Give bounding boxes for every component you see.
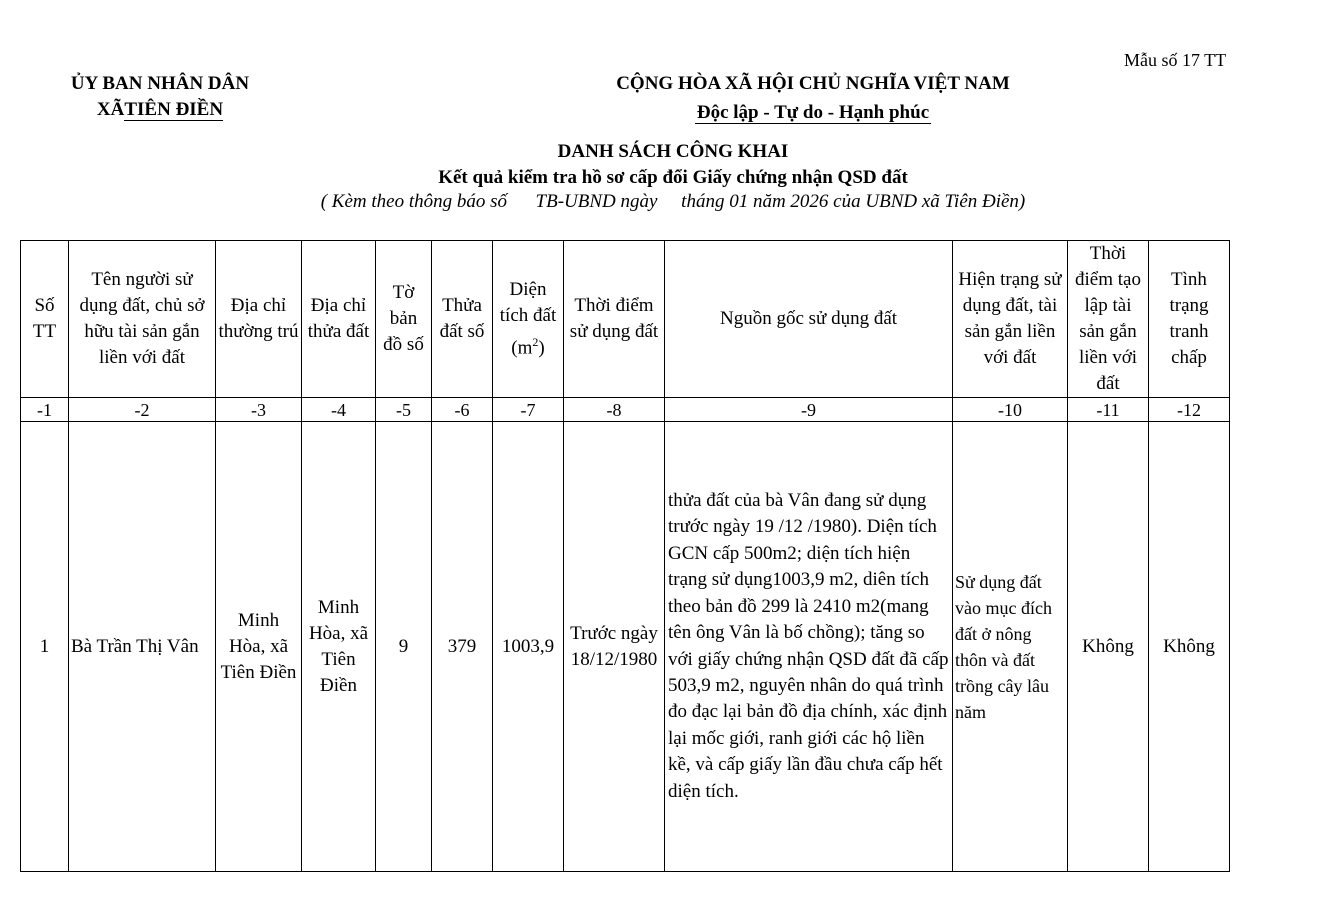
nation-motto-text: Độc lập - Tự do - Hạnh phúc [696,102,930,123]
commune-name-underlined: TIÊN ĐIỀN [124,99,224,120]
col-number: -1 [21,398,69,422]
cell-origin: thửa đất của bà Vân đang sử dụng trước ngày 19 /12 /1980). Diện tích GCN cấp 500m2; diện tích hiện trạng sử dụng1003,9 m2, diên tích theo bản đồ 299 là 2410 m2(mang tên ông Vân là bố chồng); tăng so với giấy chứng nhận QSD đất đã cấp 503,9 m2, nguyên nhân do quá trình đo đạc lại bản đồ địa chính, xác định lại mốc giới, ranh giới các hộ liền kề, và cấp giấy lần đầu chưa cấp hết diện tích. [665,422,953,872]
cell-land-address: Minh Hòa, xã Tiên Điền [302,422,376,872]
cell-asset-time: Không [1068,422,1149,872]
cell-parcel: 379 [432,422,493,872]
cell-stt: 1 [21,422,69,872]
form-number: Mẫu số 17 TT [1124,50,1227,70]
col-number: -6 [432,398,493,422]
col-header-map-sheet: Tờ bản đồ số [376,241,432,398]
col-number: -10 [953,398,1068,422]
col-number: -7 [493,398,564,422]
col-header-origin: Nguồn gốc sử dụng đất [665,241,953,398]
col-header-residence: Địa chỉ thường trú [216,241,302,398]
col-number: -8 [564,398,665,422]
authority-name: ỦY BAN NHÂN DÂN [70,73,250,94]
col-header-area-unit: (m [511,337,533,359]
col-number: -9 [665,398,953,422]
table-header-row [21,241,1230,398]
col-number: -11 [1068,398,1149,422]
col-header-owner: Tên người sử dụng đất, chủ sở hữu tài sản gắn liền với đất [69,241,216,398]
col-header-stt: Số TT [21,241,69,398]
col-number: -12 [1149,398,1230,422]
col-header-land-address: Địa chỉ thửa đất [302,241,376,398]
cell-area: 1003,9 [493,422,564,872]
cell-use-time: Trước ngày 18/12/1980 [564,422,665,872]
document-subtitle: Kết quả kiểm tra hồ sơ cấp đổi Giấy chứng nhận QSD đất [438,167,908,188]
col-header-dispute: Tình trạng tranh chấp [1149,241,1230,398]
col-header-use-time: Thời điểm sử dụng đất [564,241,665,398]
col-number: -4 [302,398,376,422]
cell-map-sheet: 9 [376,422,432,872]
cell-residence: Minh Hòa, xã Tiên Điền [216,422,302,872]
col-number: -3 [216,398,302,422]
col-header-area-label: Diện tích đất [499,278,557,326]
cell-owner: Bà Trần Thị Vân [69,422,216,872]
col-header-area-unit-close: ) [538,337,545,359]
col-number: -5 [376,398,432,422]
cell-current-use: Sử dụng đất vào mục đích đất ở nông thôn và đất trồng cây lâu năm [953,422,1068,872]
public-list-table [20,240,1230,872]
col-header-area [493,241,564,398]
commune-prefix: XÃ [96,99,125,120]
cell-dispute: Không [1149,422,1230,872]
col-header-current-use: Hiện trạng sử dụng đất, tài sản gắn liền với đất [953,241,1068,398]
nation-title: CỘNG HÒA XÃ HỘI CHỦ NGHĨA VIỆT NAM [616,73,1010,94]
col-number: -2 [69,398,216,422]
commune-name [40,99,280,121]
document-title: DANH SÁCH CÔNG KHAI [557,141,789,162]
col-header-area-unit-sup: 2 [532,334,539,349]
column-number-row [21,398,1230,422]
table-row [21,422,1230,872]
col-header-parcel: Thửa đất số [432,241,493,398]
attachment-note: ( Kèm theo thông báo số TB-UBND ngày tháng 01 năm 2026 của UBND xã Tiên Điền) [320,191,1026,212]
nation-motto [560,102,1066,124]
col-header-asset-time: Thời điểm tạo lập tài sản gắn liền với đất [1068,241,1149,398]
